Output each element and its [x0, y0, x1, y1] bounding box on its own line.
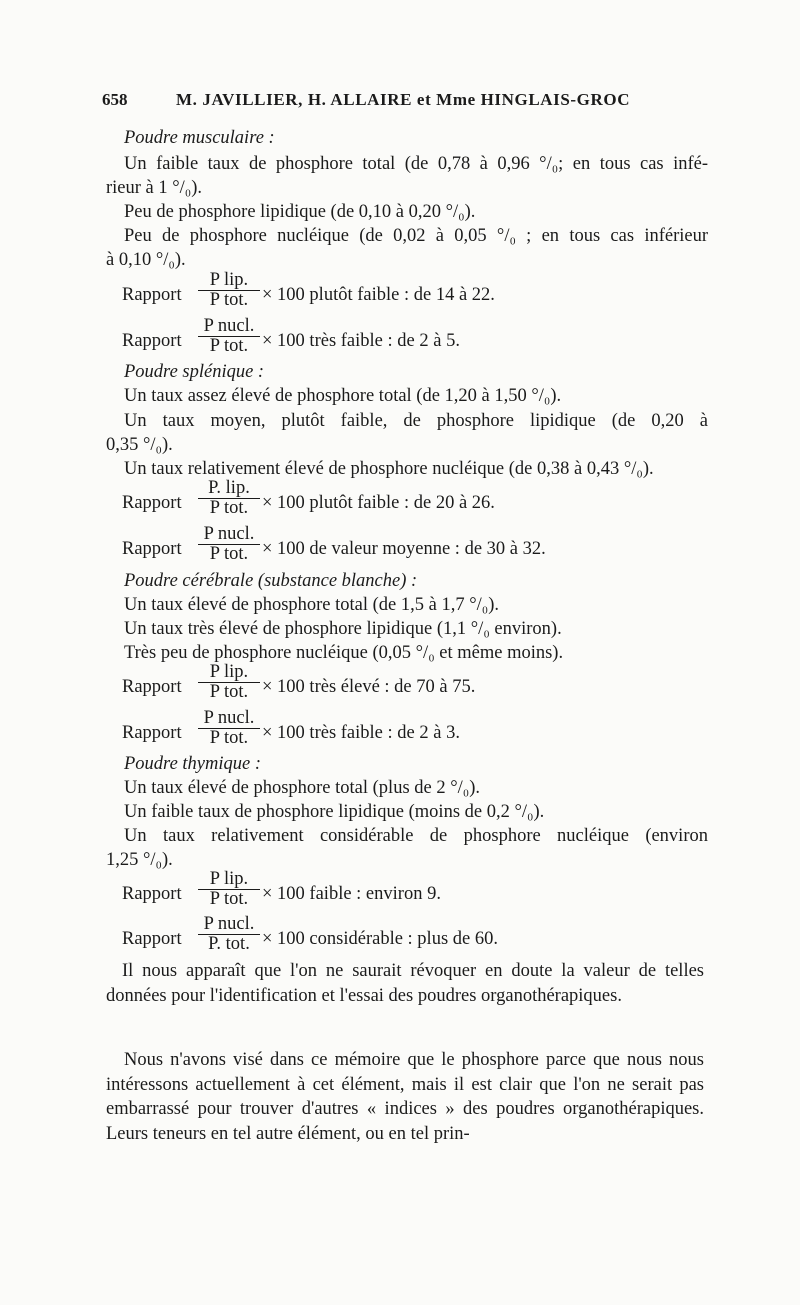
ratio-result: × 100 faible : environ 9.	[262, 884, 441, 904]
numerator: P nucl.	[203, 524, 255, 544]
text-line: 0,35 °/₀).	[106, 435, 173, 455]
ratio-result: × 100 très faible : de 2 à 3.	[262, 723, 460, 743]
section-title: Poudre thymique :	[124, 754, 261, 774]
ratio-result: × 100 très faible : de 2 à 5.	[262, 331, 460, 351]
ratio-result: × 100 plutôt faible : de 14 à 22.	[262, 285, 495, 305]
fraction	[198, 915, 260, 954]
ratio-label: Rapport	[122, 331, 182, 351]
fraction	[198, 317, 260, 356]
numerator: P nucl.	[203, 914, 255, 934]
fraction	[198, 663, 260, 702]
denominator: P tot.	[198, 728, 260, 748]
conclusion-paragraph: Il nous apparaît que l'on ne saurait révoquer en doute la valeur de telles données pour l'identification et l'essai des poudres organothérapiques.	[106, 961, 704, 1006]
section-title: Poudre musculaire :	[124, 128, 275, 148]
ratio-label: Rapport	[122, 285, 182, 305]
text-line: 1,25 °/₀).	[106, 850, 173, 870]
text-line: Un taux très élevé de phosphore lipidique (1,1 °/₀ environ).	[124, 619, 562, 639]
fraction	[198, 870, 260, 909]
fraction	[198, 479, 260, 518]
text-line: Un taux relativement élevé de phosphore nucléique (de 0,38 à 0,43 °/₀).	[124, 459, 654, 479]
text-line: rieur à 1 °/₀).	[106, 178, 203, 198]
denominator: P tot.	[198, 889, 260, 909]
text-line: Un taux élevé de phosphore total (plus de 2 °/₀).	[124, 778, 481, 798]
denominator: P tot.	[198, 498, 260, 518]
ratio-result: × 100 de valeur moyenne : de 30 à 32.	[262, 539, 546, 559]
text-line: Peu de phosphore lipidique (de 0,10 à 0,20 °/₀).	[124, 202, 476, 222]
ratio-result: × 100 considérable : plus de 60.	[262, 929, 498, 949]
denominator: P tot.	[198, 336, 260, 356]
ratio-result: × 100 plutôt faible : de 20 à 26.	[262, 493, 495, 513]
page-number: 658	[102, 90, 128, 109]
section-title: Poudre splénique :	[124, 362, 265, 382]
denominator: P tot.	[198, 682, 260, 702]
numerator: P lip.	[209, 270, 249, 290]
ratio-result: × 100 très élevé : de 70 à 75.	[262, 677, 476, 697]
denominator: P tot.	[198, 544, 260, 564]
closing-paragraph: Nous n'avons visé dans ce mémoire que le phosphore parce que nous nous intéressons actuellement à cet élément, mais il est clair que l'on ne serait pas embarrassé pour trouver d'autres « indices » des poudres organothérapiques. Leurs teneurs en tel autre élément, ou en tel prin-	[106, 1050, 704, 1144]
text-line: Très peu de phosphore nucléique (0,05 °/₀ et même moins).	[124, 643, 564, 663]
denominator: P tot.	[198, 290, 260, 310]
text-line: Un faible taux de phosphore total (de 0,78 à 0,96 °/₀; en tous cas infé-	[124, 154, 708, 174]
text-line: Un taux élevé de phosphore total (de 1,5 à 1,7 °/₀).	[124, 595, 500, 615]
numerator: P nucl.	[203, 708, 255, 728]
text-line: Un taux assez élevé de phosphore total (de 1,20 à 1,50 °/₀).	[124, 386, 562, 406]
fraction	[198, 525, 260, 564]
ratio-label: Rapport	[122, 929, 182, 949]
text-line: Un taux moyen, plutôt faible, de phosphore lipidique (de 0,20 à	[124, 411, 708, 431]
fraction	[198, 271, 260, 310]
text-line: à 0,10 °/₀).	[106, 250, 186, 270]
text-line: Un faible taux de phosphore lipidique (moins de 0,2 °/₀).	[124, 802, 545, 822]
numerator: P lip.	[209, 662, 249, 682]
fraction	[198, 709, 260, 748]
text-line: Un taux relativement considérable de phosphore nucléique (environ	[124, 826, 708, 846]
ratio-label: Rapport	[122, 884, 182, 904]
ratio-label: Rapport	[122, 723, 182, 743]
denominator: P. tot.	[198, 934, 260, 954]
text-line: Peu de phosphore nucléique (de 0,02 à 0,05 °/₀ ; en tous cas inférieur	[124, 226, 708, 246]
author-line: M. JAVILLIER, H. ALLAIRE et Mme HINGLAIS-GROC	[176, 90, 631, 109]
numerator: P lip.	[209, 869, 249, 889]
ratio-label: Rapport	[122, 493, 182, 513]
numerator: P. lip.	[208, 478, 250, 498]
running-header	[102, 90, 702, 114]
section-title: Poudre cérébrale (substance blanche) :	[124, 571, 418, 591]
ratio-label: Rapport	[122, 677, 182, 697]
numerator: P nucl.	[203, 316, 255, 336]
ratio-label: Rapport	[122, 539, 182, 559]
